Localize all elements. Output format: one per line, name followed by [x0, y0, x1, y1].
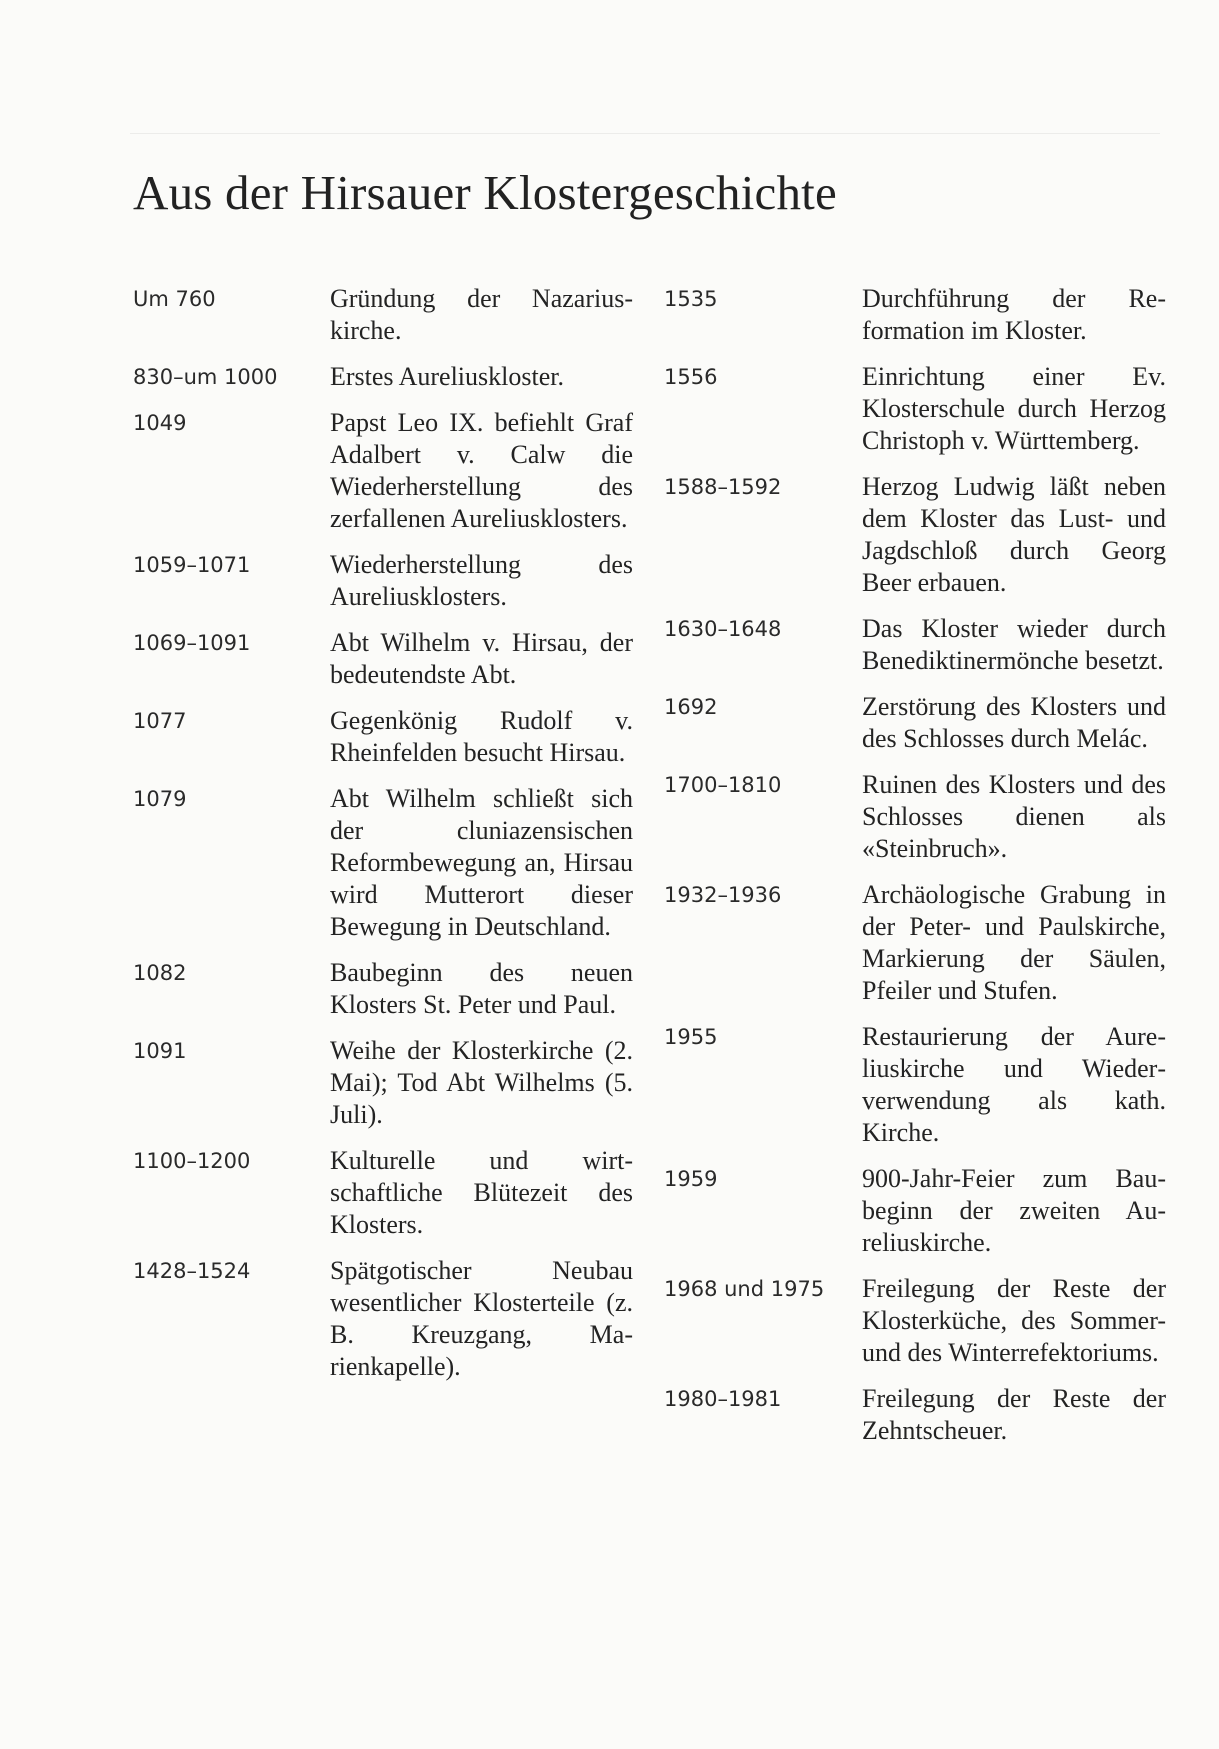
entry-text: Durchführung der Reformation im Kloster.: [862, 284, 1166, 345]
entry-year: 1556: [664, 365, 718, 389]
timeline-entry: [664, 1383, 1166, 1447]
entry-text: Herzog Ludwig läßt neben dem Kloster das Lust- und Jagdschloß durch Georg Beer erbauen.: [862, 472, 1166, 597]
entry-text: Gegenkönig Rudolf v. Rheinfelden besucht Hirsau.: [330, 706, 633, 767]
entry-year: 1049: [133, 411, 187, 435]
timeline-entry: [133, 549, 633, 613]
timeline-entry: [664, 283, 1166, 347]
timeline-entry: [133, 1255, 633, 1383]
entry-year: 830–um 1000: [133, 365, 278, 389]
timeline-entry: [664, 879, 1166, 1007]
timeline-entry: [664, 1273, 1166, 1369]
timeline-entry: [664, 1021, 1166, 1149]
entry-year: 1955: [664, 1025, 718, 1049]
entry-year: 1630–1648: [664, 617, 782, 641]
entry-text: Kulturelle und wirtschaftliche Blütezeit des Klosters.: [330, 1146, 633, 1239]
page-title: Aus der Hirsauer Klostergeschichte: [133, 165, 837, 220]
timeline-entry: [664, 613, 1166, 677]
entry-text: Archäologische Grabung in der Peter- und Paulskirche, Markierung der Säulen, Pfeiler und Stufen.: [862, 880, 1166, 1005]
entry-year: 1932–1936: [664, 883, 782, 907]
entry-text: Papst Leo IX. befiehlt Graf Adalbert v. Calw die Wiederherstellung des zerfallenen Aureliusklosters.: [330, 408, 633, 533]
entry-year: 1968 und 1975: [664, 1277, 825, 1301]
entry-year: 1959: [664, 1167, 718, 1191]
entry-text: Wiederherstellung des Aureliusklosters.: [330, 550, 633, 611]
entry-text: Abt Wilhelm schließt sich der cluniazensischen Reformbewegung an, Hirsau wird Mutterort dieser Bewegung in Deutschland.: [330, 784, 633, 941]
timeline-entry: [664, 361, 1166, 457]
entry-text: 900-Jahr-Feier zum Baubeginn der zweiten Aureliuskirche.: [862, 1164, 1166, 1257]
timeline-entry: [133, 283, 633, 347]
timeline-entry: [133, 1035, 633, 1131]
entry-text: Erstes Aureliuskloster.: [330, 362, 564, 391]
entry-year: 1079: [133, 787, 187, 811]
entry-text: Einrichtung einer Ev. Klosterschule durch Herzog Christoph v. Württemberg.: [862, 362, 1166, 455]
entry-text: Das Kloster wieder durch Benediktinermönche besetzt.: [862, 614, 1166, 675]
timeline-entry: [133, 957, 633, 1021]
timeline-entry: [133, 705, 633, 769]
timeline-entry: [664, 691, 1166, 755]
timeline-entry: [133, 361, 633, 393]
entry-text: Ruinen des Klosters und des Schlosses dienen als «Steinbruch».: [862, 770, 1166, 863]
entry-year: 1692: [664, 695, 718, 719]
entry-year: 1082: [133, 961, 187, 985]
entry-year: 1428–1524: [133, 1259, 251, 1283]
entry-text: Spätgotischer Neubau wesentlicher Klosterteile (z. B. Kreuzgang, Marienkapelle).: [330, 1256, 633, 1381]
entry-year: 1059–1071: [133, 553, 251, 577]
entry-text: Freilegung der Reste der Zehntscheuer.: [862, 1384, 1166, 1445]
entry-text: Zerstörung des Klosters und des Schlosses durch Melác.: [862, 692, 1166, 753]
timeline-left-column: [133, 283, 633, 1397]
entry-text: Baubeginn des neuen Klosters St. Peter und Paul.: [330, 958, 633, 1019]
timeline-entry: [133, 783, 633, 943]
entry-text: Gründung der Nazariuskirche.: [330, 284, 633, 345]
entry-year: 1100–1200: [133, 1149, 251, 1173]
entry-year: 1588–1592: [664, 475, 782, 499]
entry-text: Restaurierung der Aureliuskirche und Wiederverwendung als kath. Kirche.: [862, 1022, 1166, 1147]
entry-year: 1069–1091: [133, 631, 251, 655]
entry-year: 1700–1810: [664, 773, 782, 797]
timeline-entry: [664, 471, 1166, 599]
entry-year: Um 760: [133, 287, 216, 311]
timeline-right-column: [664, 283, 1166, 1461]
page-divider: [130, 133, 1160, 134]
entry-year: 1980–1981: [664, 1387, 782, 1411]
timeline-entry: [664, 769, 1166, 865]
entry-year: 1535: [664, 287, 718, 311]
timeline-entry: [133, 627, 633, 691]
timeline-entry: [133, 1145, 633, 1241]
timeline-entry: [133, 407, 633, 535]
entry-text: Weihe der Klosterkirche (2. Mai); Tod Abt Wilhelms (5. Juli).: [330, 1036, 633, 1129]
entry-text: Freilegung der Reste der Klosterküche, des Sommer- und des Winterrefektoriums.: [862, 1274, 1166, 1367]
entry-year: 1091: [133, 1039, 187, 1063]
entry-text: Abt Wilhelm v. Hirsau, der bedeutendste Abt.: [330, 628, 633, 689]
timeline-entry: [664, 1163, 1166, 1259]
entry-year: 1077: [133, 709, 187, 733]
